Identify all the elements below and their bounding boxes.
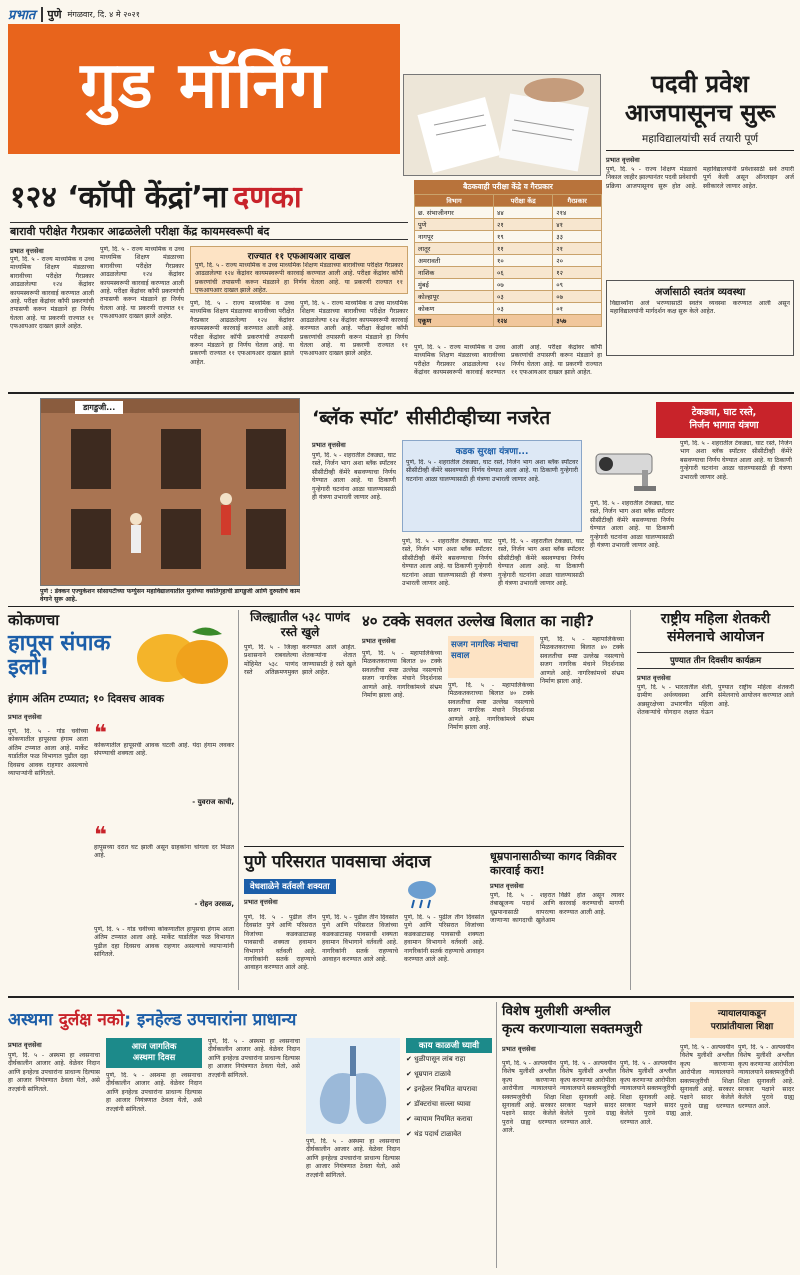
lead-text-col1: पुणे, दि. ५ - राज्य माध्यमिक व उच्च माध्यमिक शिक्षण मंडळाच्या बारावीच्या परीक्षेत गैरप्रकार आढळलेल्या १२४ केंद्रांवर कायमस्वरूपी कारवाई करण्यात आली आहे. परीक्षा केंद्रांवर कॉपी प्रकरणांची तपासणी करून मंडळाने हा निर्णय घेतला आहे. या प्रकरणी राज्यात ११ एफआयआर दाखल झाले आहेत.: [10, 256, 94, 331]
table-row: [415, 279, 602, 291]
lead-inset-title: राज्यात ११ एफआयआर दाखल: [247, 252, 351, 262]
asthma-headline: [8, 1002, 488, 1034]
crime-text-col1: पुणे, दि. ५ - अल्पवयीन विशेष मुलीशी अश्लील कृत्य करणाऱ्या आरोपीला न्यायालयाने सक्तमजुरीची शिक्षा सुनावली आहे. सरकार पक्षाने सादर केलेले पुरावे ग्राह्य धरण्यात आले.: [502, 1060, 556, 1135]
repair-photo-label: डागडुजी...: [75, 401, 123, 414]
repair-photo: [40, 398, 300, 586]
cctv-text-col5: पुणे, दि. ५ - शहरातील टेकड्या, घाट रस्ते, निर्जन भाग अशा ब्लॅक स्पॉटवर सीसीटीव्ही कॅमेरे बसवण्याचा निर्णय घेण्यात आला आहे. या ठिकाणी गुन्हेगारी घटनांना आळा घालण्यासाठी ही यंत्रणा उभारली जाणार आहे.: [498, 538, 584, 588]
lead-text-col3: पुणे, दि. ५ - राज्य माध्यमिक व उच्च माध्यमिक शिक्षण मंडळाच्या बारावीच्या परीक्षेत गैरप्रकार आढळलेल्या १२४ केंद्रांवर कायमस्वरूपी कारवाई करण्यात आली आहे. परीक्षा केंद्रांवर कॉपी प्रकरणांची तपासणी करून मंडळाने हा निर्णय घेतला आहे. या प्रकरणी राज्यात ११ एफआयआर दाखल झाले आहेत.: [190, 300, 294, 366]
table-cell: ३३: [553, 231, 602, 243]
mango-quote1-text: कोकणातील हापूसची आवक घटली आहे. यंदा हंगाम लवकर संपण्याची शक्यता आहे.: [94, 742, 234, 758]
date-label: मंगळवार, दि. ४ मे २०२१: [67, 9, 140, 19]
tobacco-story: [490, 850, 624, 990]
table-cell: मुंबई: [415, 279, 494, 291]
rain-cloud-icon: [404, 878, 440, 910]
cctv-camera-icon: [590, 440, 670, 496]
admission-byline: प्रभात वृत्तसेवा: [606, 156, 640, 164]
cctv-headline: [312, 402, 652, 436]
asthma-day-1: आज जागतिक: [131, 1042, 177, 1052]
bill-headline: ४० टक्के सवलत उल्लेख बिलात का नाही?: [362, 612, 595, 630]
lead-inset-box: [190, 246, 408, 294]
table-cell: २१४: [553, 207, 602, 219]
city-label: पुणे: [41, 7, 61, 22]
quote-icon: ❝: [94, 823, 107, 848]
lead-headline: [10, 172, 410, 218]
rain-text-col2: पुणे, दि. ५ - पुढील तीन दिवसांत पुणे आणि परिसरात विजांच्या कडकडाटासह पावसाची शक्यता हवामान विभागाने वर्तवली आहे. नागरिकांनी सतर्क राहण्याचे आवाहन करण्यात आले आहे.: [322, 914, 398, 964]
mango-illustration: [132, 618, 232, 690]
care-item-text: धुळीपासून लांब राहा: [414, 1055, 466, 1063]
mango-quote-2: [94, 823, 234, 920]
table-row: [415, 219, 602, 231]
table-cell: पुणे: [415, 219, 494, 231]
crime-side-1: न्यायालयाकडून: [717, 1009, 767, 1019]
table-cell: छ. संभाजीनगर: [415, 207, 494, 219]
cctv-inset: [402, 440, 582, 532]
asthma-headline-pre: अस्थमा: [8, 1009, 53, 1030]
cctv-text-col1: पुणे, दि. ५ - शहरातील टेकड्या, घाट रस्ते, निर्जन भाग अशा ब्लॅक स्पॉटवर सीसीटीव्ही कॅमेरे बसवण्याचा निर्णय घेण्यात आला आहे. या ठिकाणी गुन्हेगारी घटनांना आळा घालण्यासाठी ही यंत्रणा उभारली जाणार आहे.: [312, 452, 396, 502]
mango-big: हापूस संपाक इलो!: [8, 631, 111, 680]
mango-text-col2: पुणे, दि. ५ - गोड चवीच्या कोकणातील हापूसचा हंगाम आता अंतिम टप्प्यात आला आहे. मार्केट यार्डातील फळ विभागात पुढील दहा दिवसच आवक राहणार असल्याचे व्यापाऱ्यांनी सांगितले.: [94, 926, 234, 959]
asthma-text-col4: पुणे, दि. ५ - अस्थमा हा श्वसनाचा दीर्घकालीन आजार आहे. वेळेवर निदान आणि इनहेल्ड उपचारांना प्राधान्य दिल्यास हा आजार नियंत्रणात ठेवता येतो, असे तज्ज्ञांनी सांगितले.: [306, 1138, 400, 1179]
tobacco-text: पुणे, दि. ५ - शहरात तंबाखूजन्य पदार्थ आणि धूम्रपानासाठी वापरल्या जाणाऱ्या कागदाची खुलेआम विक्री होत असून त्यावर कारवाई करण्याची मागणी करण्यात आली आहे.: [490, 892, 624, 925]
cctv-tag: [656, 402, 792, 438]
table-row: [415, 207, 602, 219]
table-row: [415, 291, 602, 303]
mango-quote1-by: - युवराज काची,: [192, 798, 234, 806]
care-item-text: व्यायाम नियमित करावा: [414, 1115, 473, 1123]
table-cell: कोकण: [415, 303, 494, 315]
table-cell: ४१: [553, 219, 602, 231]
table-row: [415, 231, 602, 243]
table-row: [415, 255, 602, 267]
mango-quote2-text: हापूसच्या दरात घट झाली असून ग्राहकांना चांगला दर मिळत आहे.: [94, 844, 234, 860]
cctv-tag-1: टेकड्या, घाट रस्ते,: [691, 407, 757, 418]
table-cell: नागपूर: [415, 231, 494, 243]
table-cell: २१: [553, 243, 602, 255]
crime-side-2: पराप्रांतीयाला शिक्षा: [710, 1022, 774, 1032]
exam-table-caption: बैठकवाही परीक्षा केंद्रे व गैरप्रकार: [414, 180, 602, 194]
list-item: ✔ डॉक्टरांचा सल्ला घ्यावा: [406, 1100, 471, 1108]
table-cell: ११: [494, 243, 553, 255]
women-text: पुणे, दि. ५ - भारतातील शेती, ग्रामीण अर्थव्यवस्था आणि अन्नसुरक्षेच्या उभारणीत महिला शेतकऱ्यांचे योगदान लक्षात घेऊन पुण्यात राष्ट्रीय महिला शेतकरी संमेलनाचे आयोजन करण्यात आले आहे.: [637, 684, 794, 717]
rain-text-col3: पुणे, दि. ५ - पुढील तीन दिवसांत पुणे आणि परिसरात विजांच्या कडकडाटासह पावसाची शक्यता हवामान विभागाने वर्तवली आहे. नागरिकांनी सतर्क राहण्याचे आवाहन करण्यात आले आहे.: [404, 914, 484, 964]
bill-text-col1: पुणे, दि. ५ - महापालिकेच्या मिळकतकराच्या बिलात ४० टक्के सवलतीचा स्पष्ट उल्लेख नसल्याचे सजग नागरिक मंचाने निदर्शनास आणले आहे. नागरिकांमध्ये संभ्रम निर्माण झाला आहे.: [362, 650, 442, 700]
mango-icon: [132, 618, 232, 690]
table-cell: ०९: [553, 279, 602, 291]
table-cell: लातूर: [415, 243, 494, 255]
table-cell: ०३: [494, 303, 553, 315]
crime-byline: प्रभात वृत्तसेवा: [502, 1045, 536, 1053]
cctv-headline-text: ‘ब्लॅक स्पॉट’ सीसीटीव्हीच्या नजरेत: [312, 407, 551, 429]
cctv-byline: प्रभात वृत्तसेवा: [312, 441, 346, 449]
tobacco-byline: प्रभात वृत्तसेवा: [490, 882, 524, 890]
mango-heading: कोकणचा: [8, 611, 60, 629]
table-row: [415, 243, 602, 255]
care-item-text: इनहेलर नियमित वापरावा: [414, 1085, 478, 1093]
cctv-camera-illustration: [590, 440, 670, 496]
table-cell: १९: [494, 231, 553, 243]
crime-text-col5: पुणे, दि. ५ - अल्पवयीन विशेष मुलीशी अश्लील कृत्य करणाऱ्या आरोपीला न्यायालयाने सक्तमजुरीची शिक्षा सुनावली आहे. सरकार पक्षाने सादर केलेले पुरावे ग्राह्य धरण्यात आले.: [738, 1044, 794, 1110]
crime-side-box: [690, 1002, 794, 1038]
care-item-text: डॉक्टरांचा सल्ला घ्यावा: [414, 1100, 471, 1108]
lungs-icon: [306, 1038, 400, 1134]
lead-subhead-text: बारावी परीक्षेत गैरप्रकार आढळलेली परीक्षा केंद्र कायमस्वरूपी बंद: [10, 225, 270, 238]
list-item: ✔ धुळीपासून लांब राहा: [406, 1055, 466, 1063]
women-story: [630, 610, 794, 990]
rain-byline: प्रभात वृत्तसेवा: [244, 898, 278, 906]
table-cell: ०७: [494, 279, 553, 291]
mango-byline: प्रभात वृत्तसेवा: [8, 713, 42, 721]
cctv-inset-title: कडक सुरक्षा यंत्रणा...: [455, 447, 529, 457]
exam-photo: [403, 74, 601, 176]
crime-text-col4: पुणे, दि. ५ - अल्पवयीन विशेष मुलीशी अश्लील कृत्य करणाऱ्या आरोपीला न्यायालयाने सक्तमजुरीची शिक्षा सुनावली आहे. सरकार पक्षाने सादर केलेले पुरावे ग्राह्य धरण्यात आले.: [680, 1044, 734, 1119]
lead-headline-main: १२४ ‘कॉपी केंद्रां’ना: [10, 179, 228, 215]
cctv-text-col2: पुणे, दि. ५ - शहरातील टेकड्या, घाट रस्ते, निर्जन भाग अशा ब्लॅक स्पॉटवर सीसीटीव्ही कॅमेरे बसवण्याचा निर्णय घेण्यात आला आहे. या ठिकाणी गुन्हेगारी घटनांना आळा घालण्यासाठी ही यंत्रणा उभारली जाणार आहे.: [590, 500, 674, 550]
lead-text-col2: पुणे, दि. ५ - राज्य माध्यमिक व उच्च माध्यमिक शिक्षण मंडळाच्या बारावीच्या परीक्षेत गैरप्रकार आढळलेल्या १२४ केंद्रांवर कायमस्वरूपी कारवाई करण्यात आली आहे. परीक्षा केंद्रांवर कॉपी प्रकरणांची तपासणी करून मंडळाने हा निर्णय घेतला आहे. या प्रकरणी राज्यात ११ एफआयआर दाखल झाले आहेत.: [100, 246, 184, 321]
roads-headline: जिल्ह्यातील ५३८ पाणंद रस्ते खुले: [250, 610, 350, 639]
asthma-care-box: [406, 1038, 492, 1266]
rain-tag: वेधशाळेने वर्तवली शक्यता: [244, 879, 336, 894]
quote-icon: ❝: [94, 721, 107, 746]
asthma-care-title: काय काळजी घ्यावी: [406, 1038, 492, 1053]
cctv-tag-2: निर्जन भागात यंत्रणा: [689, 420, 759, 431]
list-item: ✔ धूम्रपान टाळावे: [406, 1070, 451, 1078]
exam-table-header: गैरप्रकार: [553, 195, 602, 207]
brand-logo: प्रभात: [8, 8, 36, 23]
repair-caption-text: पुणे : डेक्कन एज्युकेशन सोसायटीच्या फर्ग्युसन महाविद्यालयातील मुलांच्या वसतिगृहाची डागडुजी आणि दुरुस्तीचे काम वेगाने सुरू आहे.: [40, 588, 300, 604]
women-headline: राष्ट्रीय महिला शेतकरी संमेलनाचे आयोजन: [660, 611, 771, 645]
building-illustration: [41, 399, 300, 586]
cctv-text-col4: पुणे, दि. ५ - शहरातील टेकड्या, घाट रस्ते, निर्जन भाग अशा ब्लॅक स्पॉटवर सीसीटीव्ही कॅमेरे बसवण्याचा निर्णय घेण्यात आला आहे. या ठिकाणी गुन्हेगारी घटनांना आळा घालण्यासाठी ही यंत्रणा उभारली जाणार आहे.: [402, 538, 492, 588]
admission-box-title: अर्जासाठी स्वतंत्र व्यवस्था: [654, 287, 746, 298]
table-cell: २१: [494, 219, 553, 231]
masthead-title: गुड मॉर्निंग: [80, 49, 328, 123]
exam-table: [414, 194, 602, 327]
crime-text-col2: पुणे, दि. ५ - अल्पवयीन विशेष मुलीशी अश्लील कृत्य करणाऱ्या आरोपीला न्यायालयाने सक्तमजुरीची शिक्षा सुनावली आहे. सरकार पक्षाने सादर केलेले पुरावे ग्राह्य धरण्यात आले.: [560, 1060, 616, 1126]
mango-subhead: हंगाम अंतिम टप्प्यात; १० दिवसच आवक: [8, 693, 164, 705]
asthma-byline: प्रभात वृत्तसेवा: [8, 1041, 42, 1049]
asthma-text-col3: पुणे, दि. ५ - अस्थमा हा श्वसनाचा दीर्घकालीन आजार आहे. वेळेवर निदान आणि इनहेल्ड उपचारांना प्राधान्य दिल्यास हा आजार नियंत्रणात ठेवता येतो, असे तज्ज्ञांनी सांगितले.: [208, 1038, 300, 1079]
asthma-text-col2: पुणे, दि. ५ - अस्थमा हा श्वसनाचा दीर्घकालीन आजार आहे. वेळेवर निदान आणि इनहेल्ड उपचारांना प्राधान्य दिल्यास हा आजार नियंत्रणात ठेवता येतो, असे तज्ज्ञांनी सांगितले.: [106, 1072, 202, 1113]
care-item-text: थंड पदार्थ टाळावेत: [414, 1130, 462, 1138]
admission-subtitle: महाविद्यालयांची सर्व तयारी पूर्ण: [641, 133, 759, 145]
lead-byline: प्रभात वृत्तसेवा: [10, 247, 44, 255]
crime-headline-1: विशेष मुलीशी अश्लील: [502, 1003, 611, 1019]
table-cell: १२: [553, 267, 602, 279]
lead-subhead: [10, 222, 408, 240]
list-item: ✔ थंड पदार्थ टाळावेत: [406, 1130, 462, 1138]
lead-inset-text: पुणे, दि. ५ - राज्य माध्यमिक व उच्च माध्यमिक शिक्षण मंडळाच्या बारावीच्या परीक्षेत गैरप्रकार आढळलेल्या १२४ केंद्रांवर कायमस्वरूपी कारवाई करण्यात आली आहे. परीक्षा केंद्रांवर कॉपी प्रकरणांची तपासणी करून मंडळाने हा निर्णय घेतला आहे. या प्रकरणी राज्यात ११ एफआयआर दाखल झाले आहेत.: [195, 262, 403, 294]
bill-inset: [448, 636, 534, 678]
lead-text-col4: पुणे, दि. ५ - राज्य माध्यमिक व उच्च माध्यमिक शिक्षण मंडळाच्या बारावीच्या परीक्षेत गैरप्रकार आढळलेल्या १२४ केंद्रांवर कायमस्वरूपी कारवाई करण्यात आली आहे. परीक्षा केंद्रांवर कॉपी प्रकरणांची तपासणी करून मंडळाने हा निर्णय घेतला आहे. या प्रकरणी राज्यात ११ एफआयआर दाखल झाले आहेत.: [300, 300, 408, 358]
crime-headline-2: कृत्य करणाऱ्याला सक्तमजुरी: [502, 1021, 642, 1037]
table-row: [415, 303, 602, 315]
lungs-illustration: [306, 1038, 400, 1134]
bill-text-col2: पुणे, दि. ५ - महापालिकेच्या मिळकतकराच्या बिलात ४० टक्के सवलतीचा स्पष्ट उल्लेख नसल्याचे सजग नागरिक मंचाने निदर्शनास आणले आहे. नागरिकांमध्ये संभ्रम निर्माण झाला आहे.: [448, 682, 534, 732]
bill-inset-title: सजग नागरिक मंचाचा सवाल: [451, 640, 518, 661]
table-cell: ४४: [494, 207, 553, 219]
brand-bar: [8, 6, 408, 22]
asthma-day-2: अस्थमा दिवस: [132, 1053, 176, 1063]
bill-story: [362, 610, 624, 842]
table-row: [415, 267, 602, 279]
bill-byline: प्रभात वृत्तसेवा: [362, 637, 396, 645]
rain-headline: पुणे परिसरात पावसाचा अंदाज: [244, 852, 431, 872]
table-cell: ०१: [553, 303, 602, 315]
admission-title-1: पदवी प्रवेश: [651, 70, 749, 98]
roads-text: पुणे, दि. ५ - जिल्हा प्रशासनाने राबवलेल्या मोहिमेत ५३८ पाणंद रस्ते अतिक्रमणमुक्त करण्यात आले आहेत. शेतकऱ्यांना शेतात जाण्यासाठी हे रस्ते खुले झाले आहेत.: [244, 644, 356, 677]
lead-headline-accent: दणका: [233, 179, 302, 215]
admission-title-2: आजपासूनच सुरू: [624, 99, 776, 127]
masthead-banner: [8, 24, 400, 154]
admission-box: [606, 280, 794, 356]
table-cell: ३५७: [553, 315, 602, 327]
exam-table-box: [414, 180, 602, 340]
women-byline: प्रभात वृत्तसेवा: [637, 674, 671, 682]
rain-text-col1: पुणे, दि. ५ - पुढील तीन दिवसांत पुणे आणि परिसरात विजांच्या कडकडाटासह पावसाची शक्यता हवामान विभागाने वर्तवली आहे. नागरिकांनी सतर्क राहण्याचे आवाहन करण्यात आले आहे.: [244, 914, 316, 972]
crime-text-col3: पुणे, दि. ५ - अल्पवयीन विशेष मुलीशी अश्लील कृत्य करणाऱ्या आरोपीला न्यायालयाने सक्तमजुरीची शिक्षा सुनावली आहे. सरकार पक्षाने सादर केलेले पुरावे ग्राह्य धरण्यात आले.: [620, 1060, 676, 1126]
cctv-inset-text: पुणे, दि. ५ - शहरातील टेकड्या, घाट रस्ते, निर्जन भाग अशा ब्लॅक स्पॉटवर सीसीटीव्ही कॅमेरे बसवण्याचा निर्णय घेण्यात आला आहे. या ठिकाणी गुन्हेगारी घटनांना आळा घालण्यासाठी ही यंत्रणा उभारली जाणार आहे.: [406, 459, 578, 483]
cctv-text-col3: पुणे, दि. ५ - शहरातील टेकड्या, घाट रस्ते, निर्जन भाग अशा ब्लॅक स्पॉटवर सीसीटीव्ही कॅमेरे बसवण्याचा निर्णय घेण्यात आला आहे. या ठिकाणी गुन्हेगारी घटनांना आळा घालण्यासाठी ही यंत्रणा उभारली जाणार आहे.: [680, 440, 792, 481]
mango-quote2-by: - रोहन उरसळ,: [194, 900, 234, 908]
table-cell: कोल्हापूर: [415, 291, 494, 303]
table-cell: अमरावती: [415, 255, 494, 267]
care-item-text: धूम्रपान टाळावे: [414, 1070, 451, 1078]
asthma-day-box: [106, 1038, 202, 1068]
bill-text-col3: पुणे, दि. ५ - महापालिकेच्या मिळकतकराच्या बिलात ४० टक्के सवलतीचा स्पष्ट उल्लेख नसल्याचे सजग नागरिक मंचाने निदर्शनास आणले आहे. नागरिकांमध्ये संभ्रम निर्माण झाला आहे.: [540, 636, 624, 686]
exam-table-header: विभाग: [415, 195, 494, 207]
table-cell: नाशिक: [415, 267, 494, 279]
asthma-care-list: [406, 1055, 492, 1139]
women-subhead: पुण्यात तीन दिवसीय कार्यक्रम: [637, 652, 794, 669]
admission-box-text: विद्यार्थ्यांना अर्ज भरण्यासाठी स्वतंत्र व्यवस्था करण्यात आली असून महाविद्यालयांनी मार्गदर्शन कक्ष सुरू केले आहेत.: [610, 300, 790, 316]
mango-quote-1: [94, 721, 234, 818]
table-cell: १०: [494, 255, 553, 267]
mango-text-col1: पुणे, दि. ५ - गोड चवीच्या कोकणातील हापूसचा हंगाम आता अंतिम टप्प्यात आला आहे. मार्केट यार्डातील फळ विभागात पुढील दहा दिवसच आवक राहणार असल्याचे व्यापाऱ्यांनी सांगितले.: [8, 728, 88, 778]
lead-text-col5: पुणे, दि. ५ - राज्य माध्यमिक व उच्च माध्यमिक शिक्षण मंडळाच्या बारावीच्या परीक्षेत गैरप्रकार आढळलेल्या १२४ केंद्रांवर कायमस्वरूपी कारवाई करण्यात आली आहे. परीक्षा केंद्रांवर कॉपी प्रकरणांची तपासणी करून मंडळाने हा निर्णय घेतला आहे. या प्रकरणी राज्यात ११ एफआयआर दाखल झाले आहेत.: [414, 344, 602, 377]
table-cell: ०७: [553, 291, 602, 303]
roads-story: [244, 610, 356, 842]
exam-paper-illustration: [404, 75, 600, 175]
table-total-row: [415, 315, 602, 327]
table-cell: ०३: [494, 291, 553, 303]
table-cell: १२४: [494, 315, 553, 327]
asthma-headline-post: ; इनहेल्ड उपचारांना प्राधान्य: [124, 1009, 297, 1030]
admission-text: पुणे, दि. ५ - राज्य शिक्षण मंडळाचे निकाल जाहीर झाल्यानंतर पदवी प्रवेशाची प्रक्रिया आजपासूनच सुरू होत आहे. महाविद्यालयांनी प्रवेशासाठी सर्व तयारी पूर्ण केली असून ऑनलाइन अर्ज स्वीकारले जाणार आहेत.: [606, 166, 794, 190]
list-item: ✔ इनहेलर नियमित वापरावा: [406, 1085, 478, 1093]
table-cell: २०: [553, 255, 602, 267]
admission-story: [606, 70, 794, 372]
list-item: ✔ व्यायाम नियमित करावा: [406, 1115, 473, 1123]
mango-story: [8, 610, 234, 990]
table-cell: एकूण: [415, 315, 494, 327]
crime-story: [502, 1002, 794, 1268]
asthma-headline-accent: दुर्लक्ष नको: [58, 1009, 125, 1030]
exam-table-header: परीक्षा केंद्र: [494, 195, 553, 207]
table-cell: ०६: [494, 267, 553, 279]
rain-story: [244, 850, 484, 990]
tobacco-headline: धूम्रपानासाठीच्या कागद विक्रीवर कारवाई करा!: [490, 850, 617, 877]
cloud-rain-icon: [404, 878, 440, 910]
asthma-text-col1: पुणे, दि. ५ - अस्थमा हा श्वसनाचा दीर्घकालीन आजार आहे. वेळेवर निदान आणि इनहेल्ड उपचारांना प्राधान्य दिल्यास हा आजार नियंत्रणात ठेवता येतो, असे तज्ज्ञांनी सांगितले.: [8, 1052, 100, 1093]
